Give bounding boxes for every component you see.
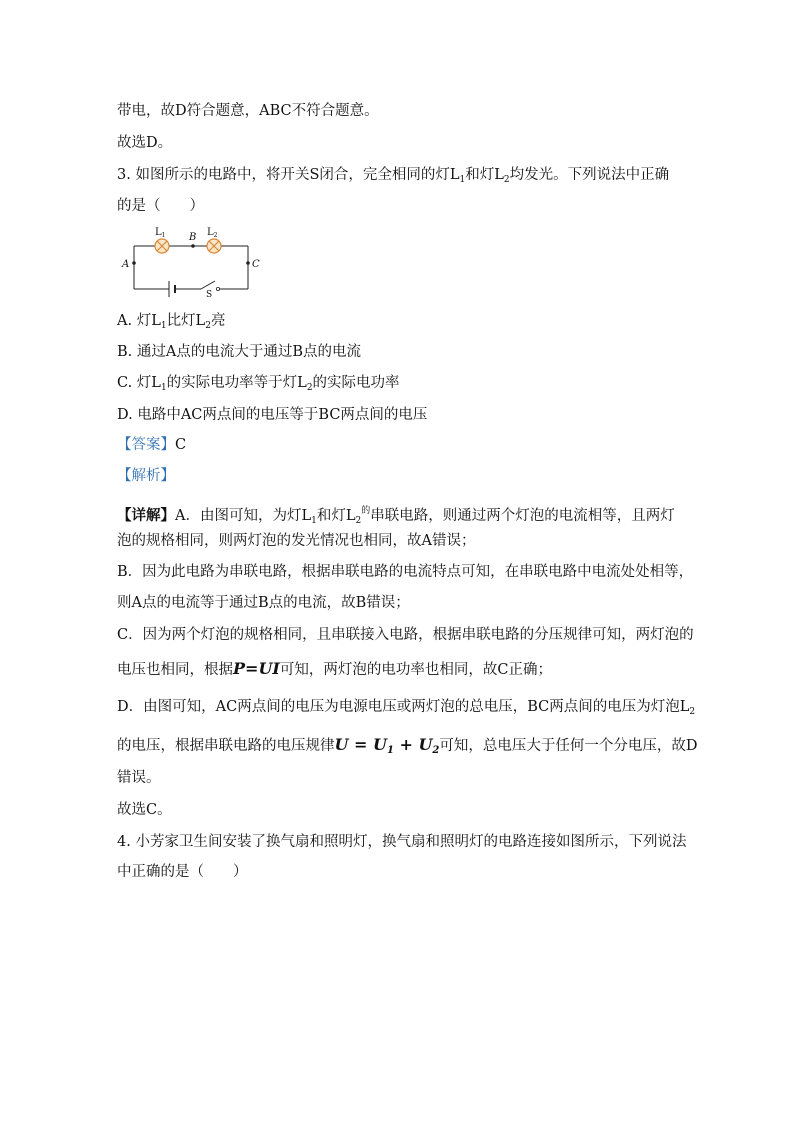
- detail-line: 则A点的电流等于通过B点的电流，故B错误；: [117, 595, 410, 611]
- circuit-diagram: [117, 225, 267, 297]
- detail-line: 电压也相同，根据P=UI可知，两灯泡的电功率也相同，故C正确；: [117, 659, 552, 678]
- detail-line: 故选C。: [117, 802, 172, 818]
- text-line: 故选D。: [117, 135, 173, 151]
- detail-line: 泡的规格相同，则两灯泡的发光情况也相同，故A错误；: [117, 533, 476, 549]
- detail-line: D．由图可知，AC两点间的电压为电源电压或两灯泡的总电压，BC两点间的电压为灯泡$L_2$: [117, 699, 696, 717]
- detail-line: 的电压，根据串联电路的电压规律U = U1 + U2可知，总电压大于任何一个分电压，故D: [117, 735, 698, 756]
- detail-line: 【详解】A．由图可知，为灯$L_1$和灯$L_2^的$串联电路，则通过两个灯泡的电流相等，且两灯: [117, 506, 675, 526]
- label-c: C: [252, 259, 260, 270]
- detail-line: C．因为两个灯泡的规格相同，且串联接入电路，根据串联电路的分压规律可知，两灯泡的: [117, 627, 694, 643]
- answer-line: 【答案】C: [117, 437, 187, 453]
- label-b: B: [189, 232, 197, 243]
- detail-line: 错误。: [117, 770, 161, 786]
- label-s: S: [206, 290, 213, 297]
- option-a: A. 灯$L_1$比灯$L_2$亮: [117, 313, 226, 331]
- detail-line: B．因为此电路为串联电路，根据串联电路的电流特点可知，在串联电路中电流处处相等，: [117, 564, 694, 580]
- formula-p-ui: P=UI: [233, 659, 280, 678]
- option-d: D. 电路中AC两点间的电压等于BC两点间的电压: [117, 407, 428, 423]
- option-c: C. 灯$L_1$的实际电功率等于灯$L_2$的实际电功率: [117, 375, 400, 393]
- lamp-l2-icon: [207, 239, 221, 253]
- label-l2: $L_2$: [207, 227, 218, 239]
- question-3-stem-cont: 的是（ ）: [117, 198, 204, 214]
- question-4-stem-cont: 中正确的是（ ）: [117, 864, 248, 880]
- lamp-l1-icon: [155, 239, 169, 253]
- formula-voltage-sum: U = U1 + U2: [334, 735, 440, 756]
- label-l1: $L_1$: [155, 227, 166, 239]
- label-a: A: [122, 259, 130, 270]
- question-4-stem: 4. 小芳家卫生间安装了换气扇和照明灯，换气扇和照明灯的电路连接如图所示，下列说法: [117, 834, 687, 850]
- question-3-stem: 3. 如图所示的电路中，将开关S闭合，完全相同的灯$L_1$和灯$L_2$均发光。下列说法中正确: [117, 167, 670, 185]
- option-b: B. 通过A点的电流大于通过B点的电流: [117, 344, 361, 360]
- analysis-label: 【解析】: [117, 468, 175, 484]
- text-line: 带电，故D符合题意，ABC不符合题意。: [117, 103, 379, 119]
